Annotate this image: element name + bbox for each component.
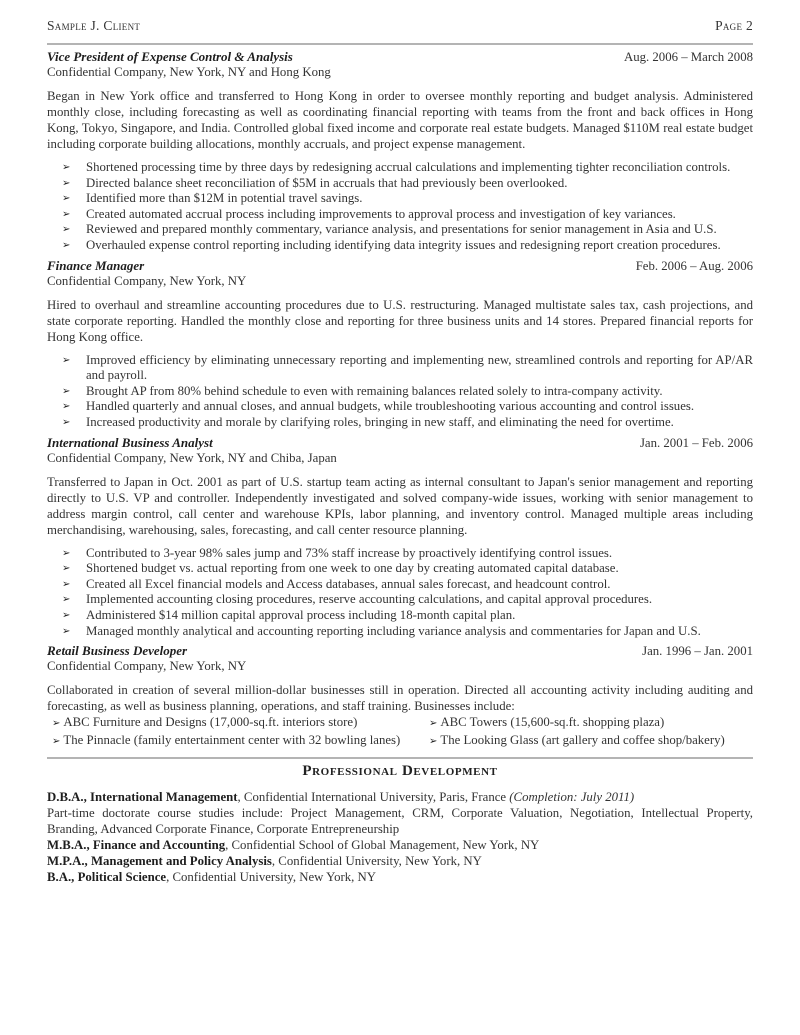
job-dates: Jan. 2001 – Feb. 2006 [639,435,753,450]
achievement-item: ➢ Implemented accounting closing procedures, reserve accounting calculations, and capital approval procedures. [62,592,653,607]
achievement-list [47,160,753,254]
job-company: Confidential Company, New York, NY [47,273,247,288]
institution: , Confidential International University, Paris, France [237,790,510,805]
education-list [47,789,753,885]
education-detail: Part-time doctorate course studies include: Project Management, CRM, Corporate Valuation, Negotiation, Intellectual Property, Branding, Advanced Corporate Finance, Corporate Entrepreneurship [47,806,753,837]
achievement-item: ➢ Managed monthly analytical and accounting reporting including variance analysis and commentaries for Japan and U.S. [62,623,701,638]
job-company: Confidential Company, New York, NY and Chiba, Japan [47,450,337,465]
job-description: Transferred to Japan in Oct. 2001 as part of U.S. startup team acting as internal consultant to Japan's senior management and reporting directly to U.S. VP and controller. Independently investigated and solved company-wide issues, working with senior management to address margin control, call center and warehouse KPIs, labor planning, and inventory control. Managed multiple areas including merchandising, warehousing, sales, forecasting, and call center resource planning. [47,474,753,537]
achievement-item: ➢ Directed balance sheet reconciliation of $5M in accruals that had previously been overlooked. [62,175,568,190]
degree: B.A., Political Science [47,870,167,885]
achievement-item: ➢ Brought AP from 80% behind schedule to even with remaining balances related solely to intra-company activity. [62,383,663,398]
achievement-item: ➢ Overhauled expense control reporting including identifying data integrity issues and redesigning report creation procedures. [62,237,721,252]
candidate-name: Sample J. Client [47,18,141,33]
achievement-item: ➢ Identified more than $12M in potential travel savings. [62,191,363,206]
arrow-bullet-icon: ➢ [62,609,71,621]
arrow-bullet-icon: ➢ [62,177,71,189]
page-number: Page 2 [715,18,753,33]
arrow-bullet-icon: ➢ [62,385,71,397]
arrow-bullet-icon: ➢ [62,594,71,606]
arrow-bullet-icon: ➢ [62,547,71,559]
achievement-item: ➢ Improved efficiency by eliminating unnecessary reporting and implementing new, streamlined controls and reporting for AP/AR and payroll. [62,352,753,383]
job-entry [47,49,753,254]
job-company: Confidential Company, New York, NY and Hong Kong [47,65,331,79]
business-item: ➢ The Pinnacle (family entertainment center with 32 bowling lanes) [52,733,401,748]
resume-page [47,0,753,885]
job-dates: Feb. 2006 – Aug. 2006 [635,258,753,273]
job-description: Hired to overhaul and streamline accounting procedures due to U.S. restructuring. Managed multistate sales tax, cash projections, and state corporate reporting. Handled the monthly close and reporting for three business units and 14 stores. Prepared financial reports for Hong Kong office. [47,297,753,344]
education-entry [47,869,753,885]
institution: , Confidential School of Global Management, New York, NY [225,838,540,853]
achievement-item: ➢ Shortened processing time by three days by redesigning accrual calculations and implementing tighter reconciliation controls. [62,160,731,174]
arrow-bullet-icon: ➢ [62,208,71,220]
section-divider [47,757,753,759]
arrow-bullet-icon: ➢ [52,718,61,730]
arrow-bullet-icon: ➢ [429,718,438,730]
job-title: Vice President of Expense Control & Analysis [47,49,293,64]
arrow-bullet-icon: ➢ [62,563,71,575]
business-list [47,714,753,750]
arrow-bullet-icon: ➢ [62,239,71,251]
degree: D.B.A., International Management [47,790,238,805]
arrow-bullet-icon: ➢ [62,193,71,205]
arrow-bullet-icon: ➢ [62,224,71,236]
achievement-item: ➢ Contributed to 3-year 98% sales jump and 73% staff increase by proactively identifying control issues. [62,545,613,560]
job-entry [47,643,753,750]
job-entry [47,435,753,640]
achievement-item: ➢ Shortened budget vs. actual reporting from one week to one day by creating automated capital database. [62,561,619,576]
achievement-item: ➢ Reviewed and prepared monthly commentary, variance analysis, and presentations for senior management in Asia and U.S. [62,222,717,237]
institution: , Confidential University, New York, NY [166,870,377,885]
job-title: Finance Manager [47,257,145,273]
job-description: Began in New York office and transferred to Hong Kong in order to oversee monthly reporting and budget analysis. Administered monthly close, including forecasting as well as coordinating financial reporting with teams from the front and back offices in Hong Kong, Tokyo, Singapore, and India. Controlled global fixed income and corporate real estate budgets. Managed $110M real estate budget including corporate building allocations, monthly accruals, and project expense management. [47,89,753,151]
achievement-list [47,353,753,431]
business-item: ➢ ABC Towers (15,600-sq.ft. shopping plaza) [429,715,665,730]
arrow-bullet-icon: ➢ [62,162,71,173]
education-entry [47,853,753,869]
arrow-bullet-icon: ➢ [62,578,71,590]
achievement-item: ➢ Administered $14 million capital approval process including 18-month capital plan. [62,607,516,622]
arrow-bullet-icon: ➢ [429,736,438,748]
job-dates: Aug. 2006 – March 2008 [623,50,753,64]
degree: M.P.A., Management and Policy Analysis [47,854,272,869]
education-entry [47,789,753,805]
job-title: Retail Business Developer [47,643,188,659]
page-header [47,0,753,34]
arrow-bullet-icon: ➢ [62,354,71,366]
arrow-bullet-icon: ➢ [62,401,71,413]
job-entry [47,258,753,431]
achievement-item: ➢ Created automated accrual process including improvements to approval process and investigation of key variances. [62,206,676,221]
arrow-bullet-icon: ➢ [52,736,61,748]
achievement-item: ➢ Created all Excel financial models and Access databases, annual sales forecast, and headcount control. [62,576,611,591]
achievement-list [47,546,753,640]
job-description: Collaborated in creation of several million-dollar businesses still in operation. Directed all accounting activity including auditing and forecasting, as well as business planning, operations, and staff training. Businesses include: [47,683,753,714]
achievement-item: ➢ Handled quarterly and annual closes, and annual budgets, while troubleshooting various accounting and control issues. [62,399,695,414]
business-item: ➢ The Looking Glass (art gallery and coffee shop/bakery) [429,733,725,748]
job-company: Confidential Company, New York, NY [47,659,247,674]
institution: , Confidential University, New York, NY [271,854,482,869]
job-title: International Business Analyst [47,434,213,450]
arrow-bullet-icon: ➢ [62,416,71,428]
degree: M.B.A., Finance and Accounting [47,838,226,853]
arrow-bullet-icon: ➢ [62,625,71,637]
business-item: ➢ ABC Furniture and Designs (17,000-sq.ft. interiors store) [52,715,358,730]
achievement-item: ➢ Increased productivity and morale by clarifying roles, bringing in new staff, and eliminating the need for overtime. [62,414,674,429]
completion-note: (Completion: July 2011) [509,790,635,805]
header-divider [47,43,753,45]
section-title-professional-development: Professional Development [302,763,498,780]
education-entry [47,837,753,853]
job-dates: Jan. 1996 – Jan. 2001 [642,644,753,659]
